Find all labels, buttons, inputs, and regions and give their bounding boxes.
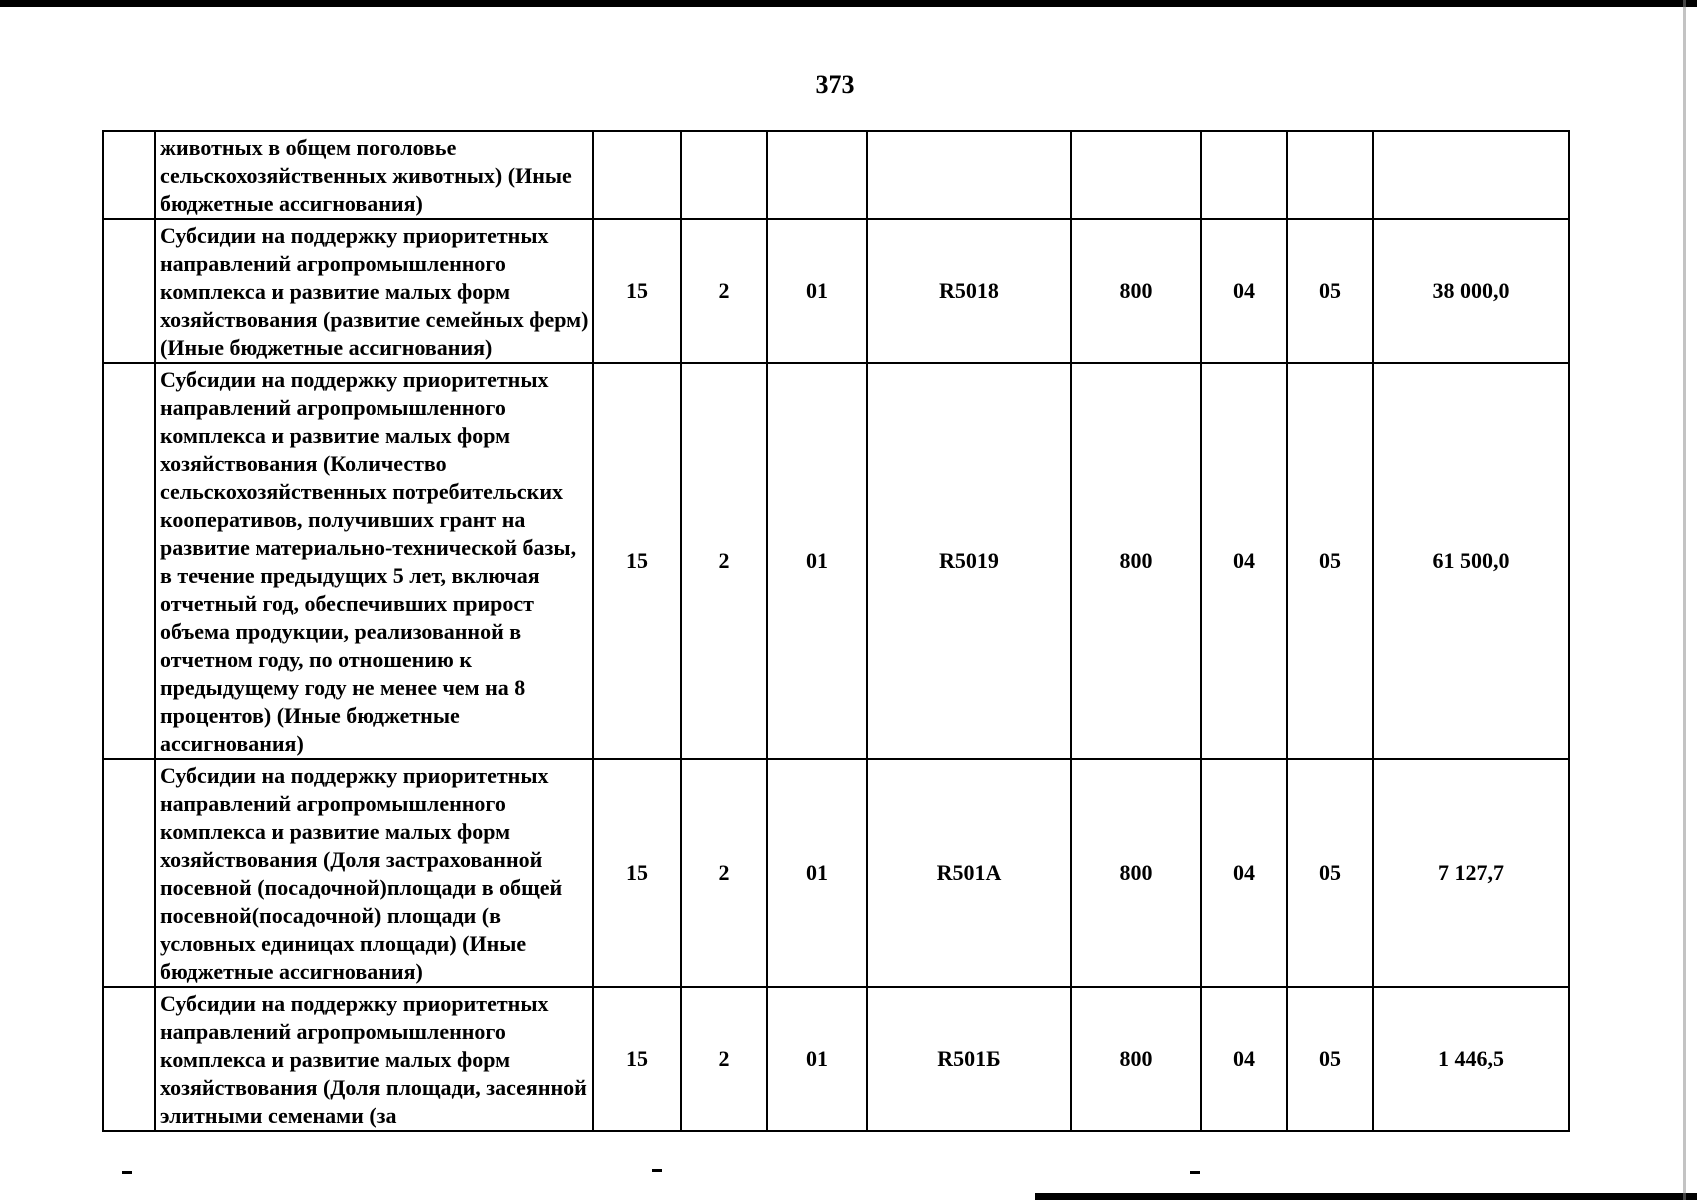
direction-code-cell: R501А xyxy=(867,759,1071,987)
subprogram-cell: 2 xyxy=(681,219,767,363)
program-cell xyxy=(593,131,681,219)
description-cell: животных в общем поголовье сельскохозяйственных животных) (Иные бюджетные ассигнования) xyxy=(155,131,593,219)
budget-table xyxy=(102,130,1570,1132)
subprogram-cell: 2 xyxy=(681,759,767,987)
section-cell: 04 xyxy=(1201,987,1287,1131)
expense-type-cell: 800 xyxy=(1071,219,1201,363)
expense-type-cell xyxy=(1071,131,1201,219)
program-cell: 15 xyxy=(593,987,681,1131)
row-index-cell xyxy=(103,131,155,219)
event-cell: 01 xyxy=(767,363,867,759)
program-cell: 15 xyxy=(593,759,681,987)
subsection-cell: 05 xyxy=(1287,759,1373,987)
scan-border-bottom xyxy=(1035,1193,1697,1200)
subsection-cell: 05 xyxy=(1287,219,1373,363)
subsection-cell: 05 xyxy=(1287,363,1373,759)
program-cell: 15 xyxy=(593,219,681,363)
section-cell: 04 xyxy=(1201,363,1287,759)
table-row xyxy=(103,219,1569,363)
event-cell: 01 xyxy=(767,987,867,1131)
expense-type-cell: 800 xyxy=(1071,363,1201,759)
amount-cell xyxy=(1373,131,1569,219)
scan-speck xyxy=(652,1169,662,1172)
subsection-cell: 05 xyxy=(1287,987,1373,1131)
direction-code-cell: R5019 xyxy=(867,363,1071,759)
expense-type-cell: 800 xyxy=(1071,759,1201,987)
page-number: 373 xyxy=(815,70,855,99)
description-cell: Субсидии на поддержку приоритетных направлений агропромышленного комплекса и развитие малых форм хозяйствования (развитие семейных ферм) (Иные бюджетные ассигнования) xyxy=(155,219,593,363)
description-cell: Субсидии на поддержку приоритетных направлений агропромышленного комплекса и развитие малых форм хозяйствования (Доля застрахованной посевной (посадочной)площади в общей посевной(посадочной) площади (в условных единицах площади) (Иные бюджетные ассигнования) xyxy=(155,759,593,987)
program-cell: 15 xyxy=(593,363,681,759)
row-index-cell xyxy=(103,759,155,987)
table-row xyxy=(103,987,1569,1131)
subprogram-cell xyxy=(681,131,767,219)
table-row xyxy=(103,759,1569,987)
table-row xyxy=(103,363,1569,759)
row-index-cell xyxy=(103,219,155,363)
amount-cell: 61 500,0 xyxy=(1373,363,1569,759)
section-cell xyxy=(1201,131,1287,219)
scan-speck xyxy=(1190,1171,1200,1174)
scan-border-top xyxy=(0,0,1697,7)
amount-cell: 1 446,5 xyxy=(1373,987,1569,1131)
row-index-cell xyxy=(103,987,155,1131)
direction-code-cell: R501Б xyxy=(867,987,1071,1131)
event-cell: 01 xyxy=(767,759,867,987)
amount-cell: 38 000,0 xyxy=(1373,219,1569,363)
event-cell xyxy=(767,131,867,219)
expense-type-cell: 800 xyxy=(1071,987,1201,1131)
amount-cell: 7 127,7 xyxy=(1373,759,1569,987)
subprogram-cell: 2 xyxy=(681,987,767,1131)
description-cell: Субсидии на поддержку приоритетных направлений агропромышленного комплекса и развитие малых форм хозяйствования (Количество сельскохозяйственных потребительских кооперативов, получивших грант на развитие материально-технической базы, в течение предыдущих 5 лет, включая отчетный год, обеспечивших прирост объема продукции, реализованной в отчетном году, по отношению к предыдущему году не менее чем на 8 процентов) (Иные бюджетные ассигнования) xyxy=(155,363,593,759)
scan-border-right xyxy=(1683,0,1686,1200)
table-row xyxy=(103,131,1569,219)
direction-code-cell xyxy=(867,131,1071,219)
row-index-cell xyxy=(103,363,155,759)
section-cell: 04 xyxy=(1201,759,1287,987)
scan-speck xyxy=(122,1171,132,1174)
subprogram-cell: 2 xyxy=(681,363,767,759)
section-cell: 04 xyxy=(1201,219,1287,363)
subsection-cell xyxy=(1287,131,1373,219)
description-cell: Субсидии на поддержку приоритетных направлений агропромышленного комплекса и развитие малых форм хозяйствования (Доля площади, засеянной элитными семенами (за xyxy=(155,987,593,1131)
event-cell: 01 xyxy=(767,219,867,363)
direction-code-cell: R5018 xyxy=(867,219,1071,363)
